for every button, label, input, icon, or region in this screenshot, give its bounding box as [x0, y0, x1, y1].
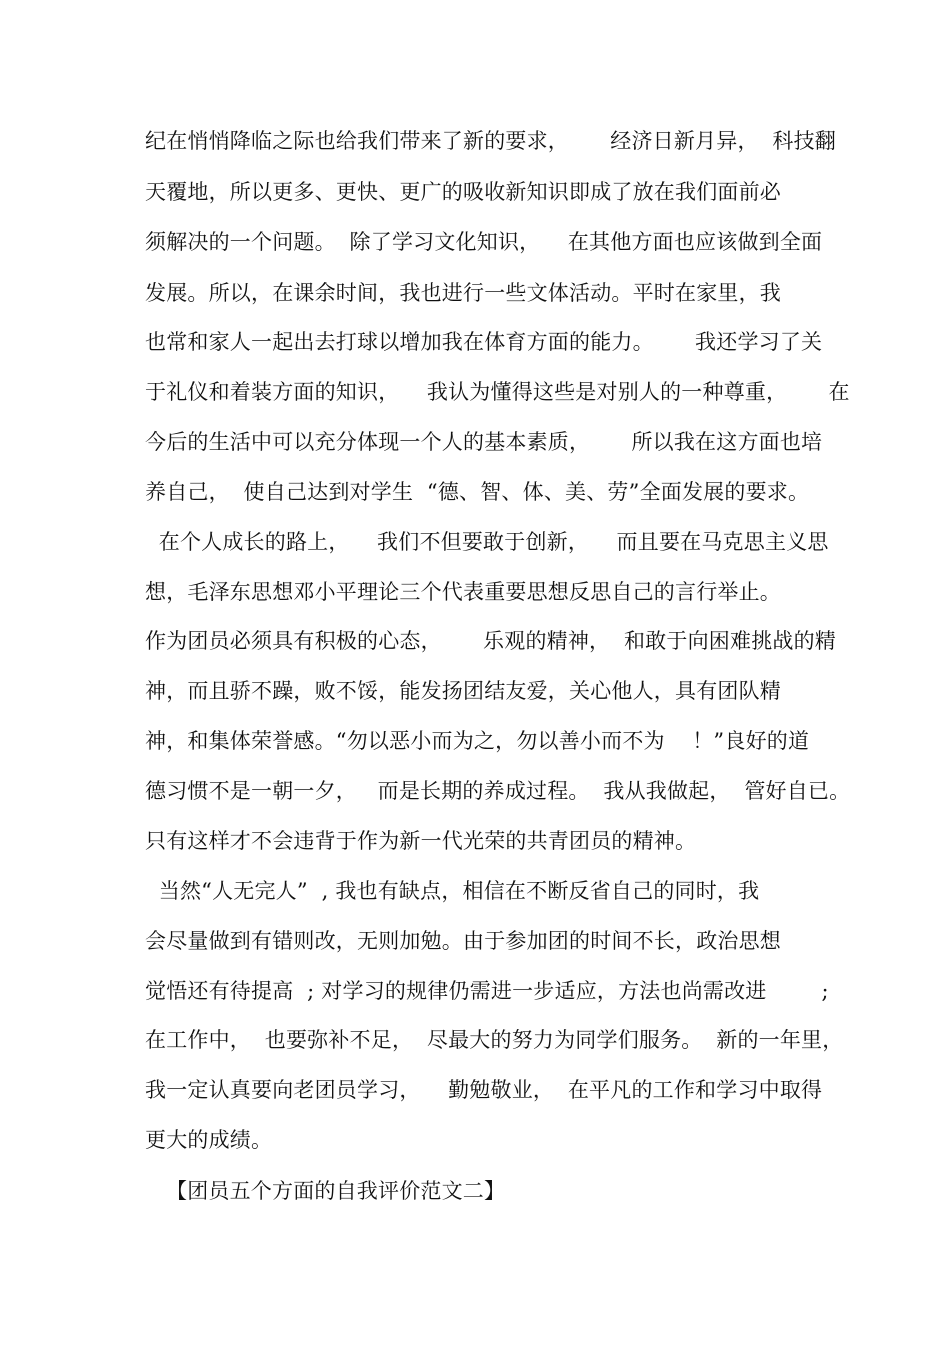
text-line: 在个人成长的路上， 我们不但要敢于创新， 而且要在马克思主义思 [145, 530, 829, 554]
section-heading: 【团员五个方面的自我评价范文二】 [166, 1179, 506, 1203]
text-line: 想，毛泽东思想邓小平理论三个代表重要思想反思自己的言行举止。 [145, 580, 781, 604]
text-line: 也常和家人一起出去打球以增加我在体育方面的能力。 我还学习了关 [145, 330, 823, 354]
text-line: 神，和集体荣誉感。“勿以恶小而为之，勿以善小而不为 ！”良好的道 [145, 729, 810, 753]
text-line: 更大的成绩。 [145, 1128, 273, 1152]
text-line: 觉悟还有待提高 ; 对学习的规律仍需进一步适应，方法也尚需改进 ; [145, 979, 829, 1003]
text-line: 于礼仪和着装方面的知识， 我认为懂得这些是对别人的一种尊重， 在 [145, 380, 850, 404]
text-line: 只有这样才不会违背于作为新一代光荣的共青团员的精神。 [145, 829, 697, 853]
text-line: 在工作中， 也要弥补不足， 尽最大的努力为同学们服务。 新的一年里， [145, 1028, 844, 1052]
text-line: 须解决的一个问题。 除了学习文化知识， 在其他方面也应该做到全面 [145, 230, 823, 254]
text-line: 我一定认真要向老团员学习， 勤勉敬业， 在平凡的工作和学习中取得 [145, 1078, 823, 1102]
text-line: 作为团员必须具有积极的心态， 乐观的精神， 和敢于向困难挑战的精 [145, 629, 836, 653]
text-line: 德习惯不是一朝一夕， 而是长期的养成过程。 我从我做起， 管好自已。 [145, 779, 851, 803]
text-line: 会尽量做到有错则改，无则加勉。由于参加团的时间不长，政治思想 [145, 929, 781, 953]
text-line: 发展。所以，在课余时间，我也进行一些文体活动。平时在家里，我 [145, 281, 781, 305]
text-line: 纪在悄悄降临之际也给我们带来了新的要求， 经济日新月异， 科技翻 [145, 129, 836, 153]
text-line: 神，而且骄不躁，败不馁，能发扬团结友爱，关心他人，具有团队精 [145, 679, 781, 703]
text-line: 当然“人无完人” , 我也有缺点，相信在不断反省自己的同时，我 [145, 879, 760, 903]
text-line: 今后的生活中可以充分体现一个人的基本素质， 所以我在这方面也培 [145, 430, 823, 454]
text-line: 养自己， 使自己达到对学生 “德、智、体、美、劳”全面发展的要求。 [145, 480, 810, 504]
text-line: 天覆地，所以更多、更快、更广的吸收新知识即成了放在我们面前必 [145, 180, 781, 204]
